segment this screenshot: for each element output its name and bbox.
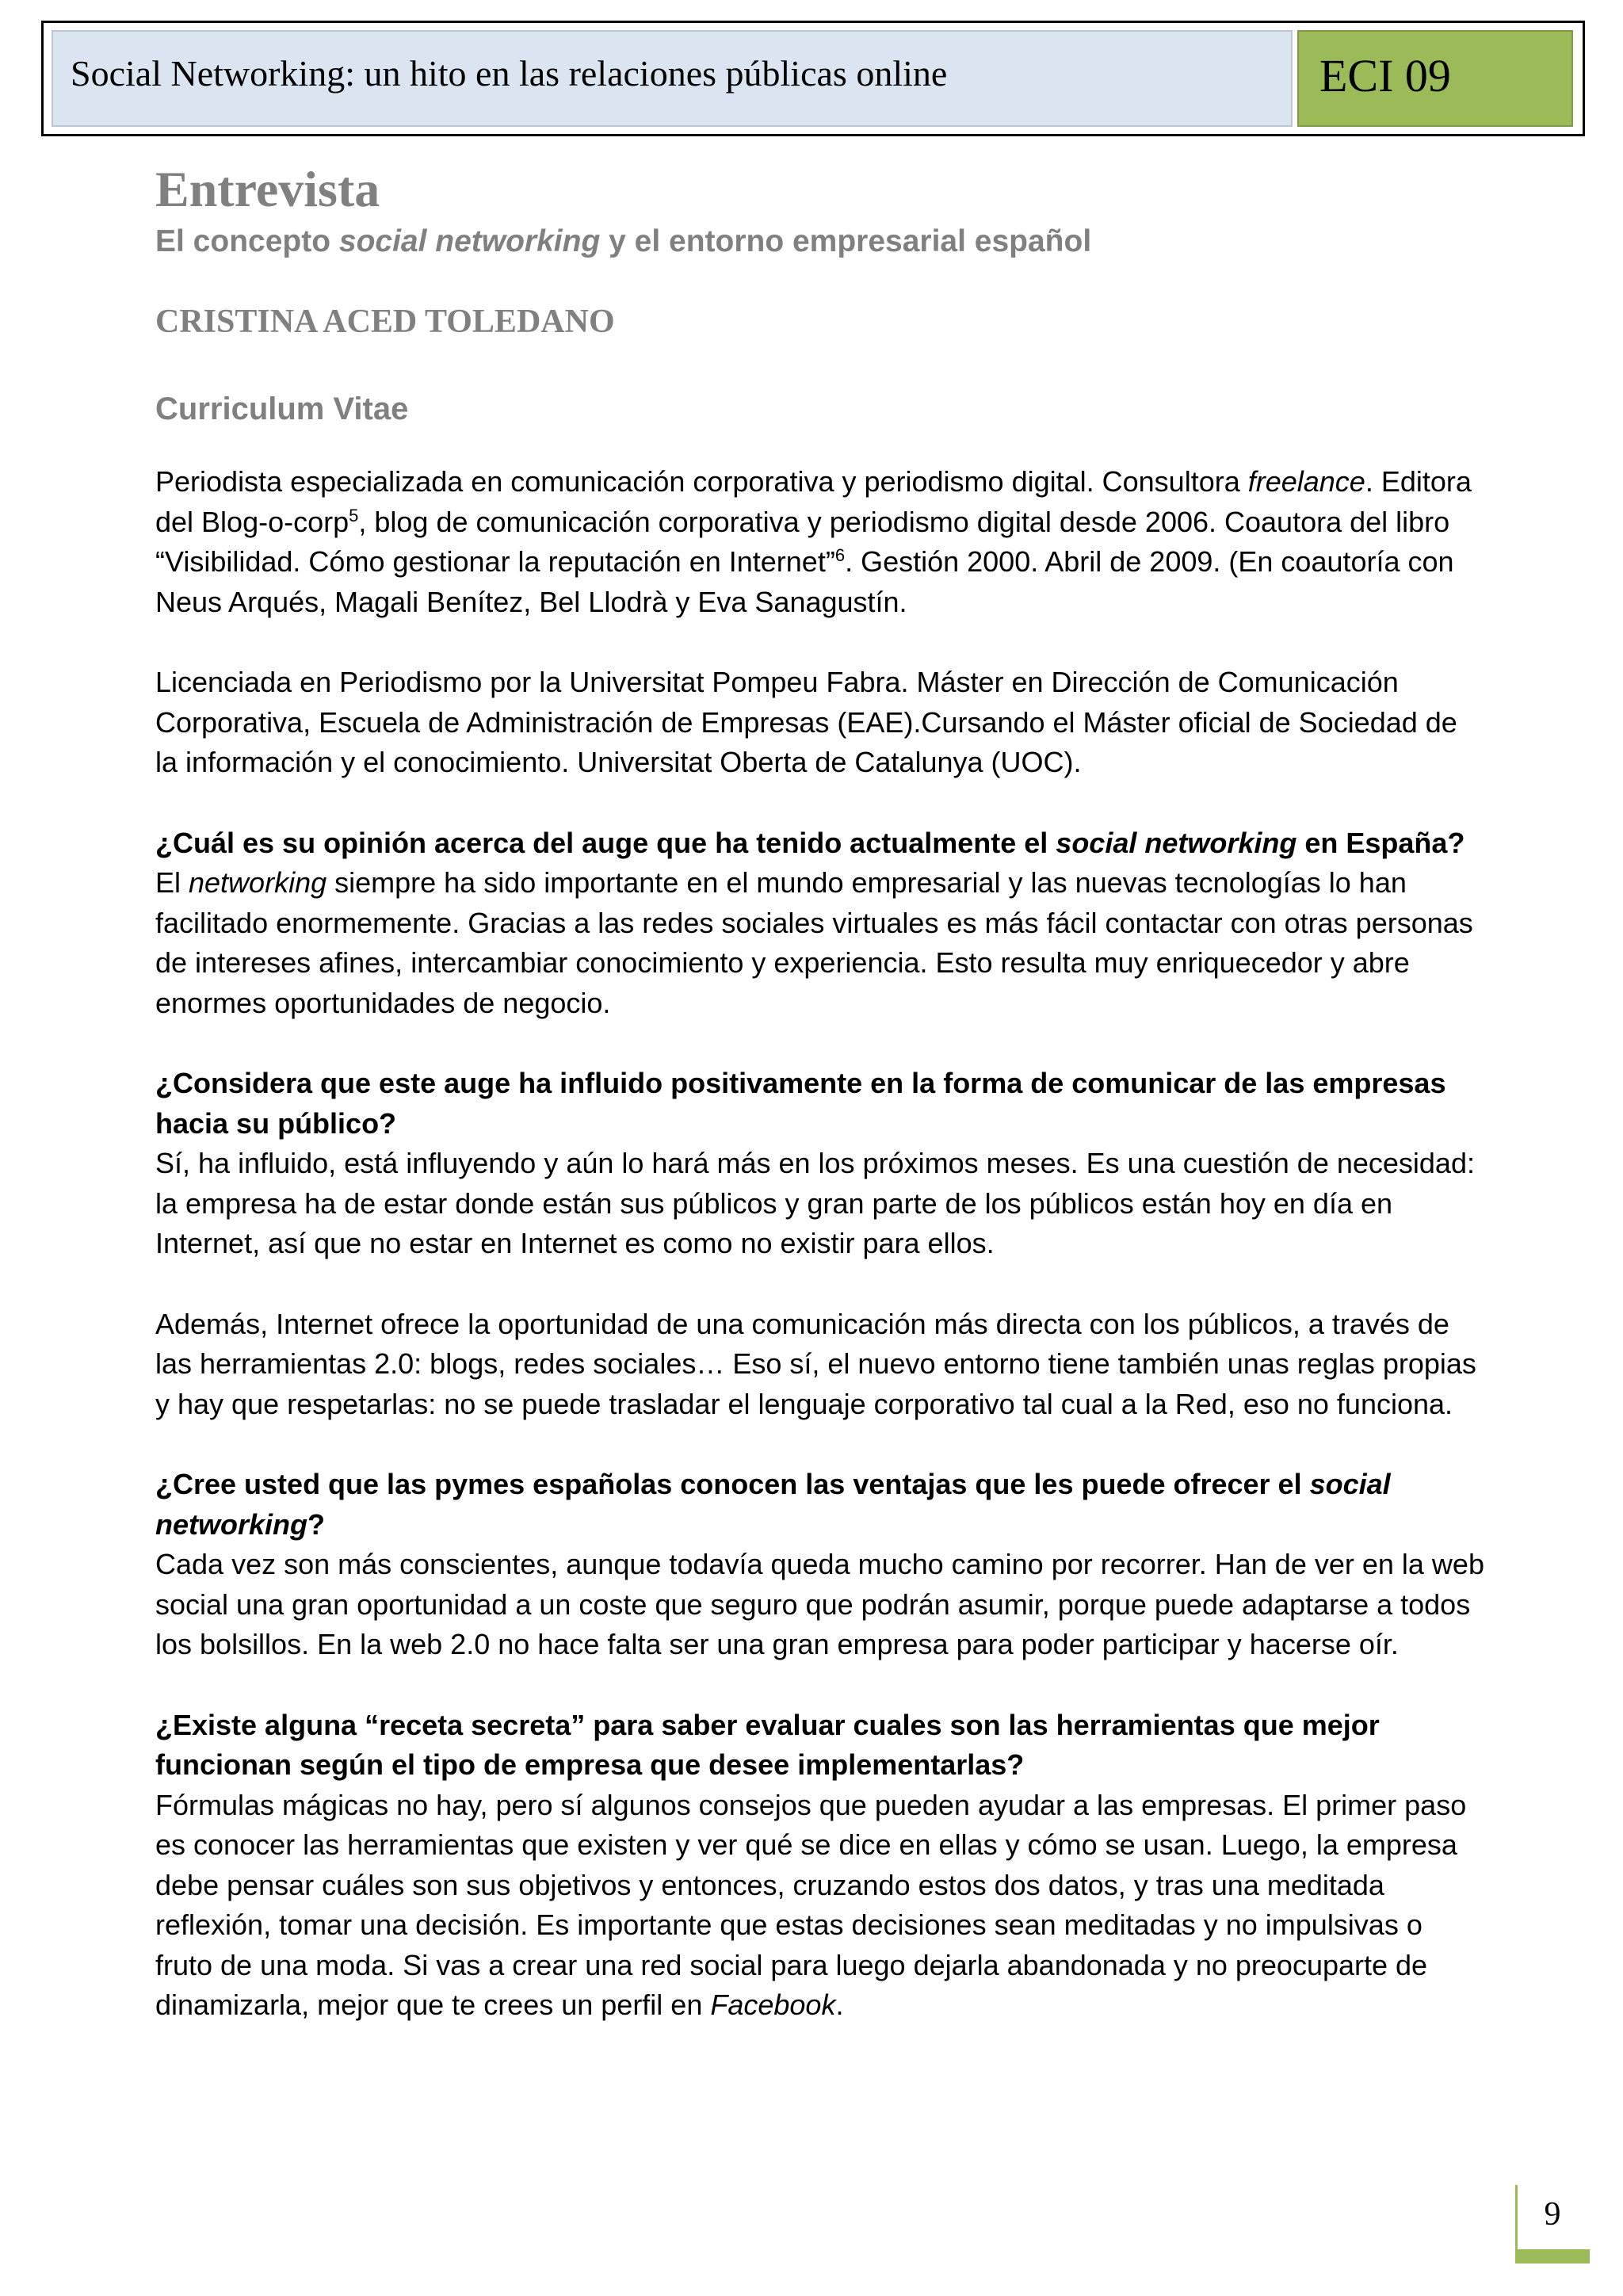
cv-text: . Gestión 2000. Abril de 2009. (En coautoría con Neus Arqués, Magali Benítez, Bel Llodrà y Eva Sanagustín. bbox=[155, 545, 1454, 618]
page-number-bar bbox=[1515, 2249, 1590, 2264]
subtitle-text-end: y el entorno empresarial español bbox=[600, 224, 1092, 258]
answer-2-paragraph-2: Además, Internet ofrece la oportunidad de una comunicación más directa con los públicos, a través de las herramientas 2.0: blogs, redes sociales… Eso sí, el nuevo entorno tiene también unas reglas propias y hay que respetarlas: no se puede trasladar el lenguaje corporativo tal cual a la Red, eso no funciona. bbox=[155, 1307, 1476, 1420]
cv-heading: Curriculum Vitae bbox=[155, 392, 409, 426]
question-text: ¿Cuál es su opinión acerca del auge que ha tenido actualmente el bbox=[155, 826, 1056, 859]
answer-1 bbox=[155, 863, 1487, 1023]
footnote-ref-5[interactable]: 5 bbox=[349, 505, 359, 525]
document-body bbox=[155, 159, 1487, 2026]
answer-3: Cada vez son más conscientes, aunque todavía queda mucho camino por recorrer. Han de ver en la web social una gran oportunidad a un coste que seguro que podrán asumir, porque puede adaptarse a todos los bolsillos. En la web 2.0 no hace falta ser una gran empresa para poder participar y hacerse oír. bbox=[155, 1548, 1484, 1660]
cv-paragraph-1 bbox=[155, 462, 1487, 622]
answer-text: . bbox=[835, 1988, 844, 2021]
section-title: Entrevista bbox=[155, 161, 380, 217]
question-4: ¿Existe alguna “receta secreta” para saber evaluar cuales son las herramientas que mejor funcionan según el tipo de empresa que desee implementarlas? bbox=[155, 1708, 1380, 1781]
question-text: ¿Cree usted que las pymes españolas conocen las ventajas que les puede ofrecer el bbox=[155, 1468, 1310, 1500]
question-emphasis: social networking bbox=[155, 1468, 1391, 1541]
cv-text: , blog de comunicación corporativa y periodismo digital desde 2006. Coautora del libro “Visibilidad. Cómo gestionar la reputación en Internet” bbox=[155, 505, 1450, 578]
subtitle-emphasis: social networking bbox=[338, 224, 601, 258]
header-code: ECI 09 bbox=[1319, 50, 1451, 101]
header-code-panel bbox=[1297, 30, 1573, 127]
answer-text: Fórmulas mágicas no hay, pero sí algunos consejos que pueden ayudar a las empresas. El primer paso es conocer las herramientas que existen y ver qué se dice en ellas y cómo se usan. Luego, la empresa debe pensar cuáles son sus objetivos y entonces, cruzando estos dos datos, y tras una meditada reflexión, tomar una decisión. Es importante que estas decisiones sean meditadas y no impulsivas o fruto de una moda. Si vas a crear una red social para luego dejarla abandonada y no preocuparte de dinamizarla, mejor que te crees un perfil en bbox=[155, 1788, 1467, 2021]
answer-2-paragraph-1: Sí, ha influido, está influyendo y aún lo hará más en los próximos meses. Es una cuestión de necesidad: la empresa ha de estar donde están sus públicos y gran parte de los públicos están hoy en día en Internet, así que no estar en Internet es como no existir para ellos. bbox=[155, 1147, 1475, 1259]
cv-text: Periodista especializada en comunicación corporativa y periodismo digital. Consultora bbox=[155, 465, 1248, 498]
page-header bbox=[41, 21, 1585, 136]
section-subtitle bbox=[155, 220, 1487, 263]
header-title-panel bbox=[52, 30, 1293, 127]
question-text: ? bbox=[307, 1507, 326, 1541]
question-1 bbox=[155, 823, 1487, 864]
subtitle-text: El concepto bbox=[155, 224, 339, 258]
question-emphasis: social networking bbox=[1056, 826, 1297, 859]
answer-emphasis: networking bbox=[189, 866, 327, 899]
answer-text: El bbox=[155, 866, 189, 899]
cv-emphasis: freelance bbox=[1247, 465, 1365, 498]
cv-paragraph-2: Licenciada en Periodismo por la Universitat Pompeu Fabra. Máster en Dirección de Comunicación Corporativa, Escuela de Administración de Empresas (EAE).Cursando el Máster oficial de Sociedad de la información y el conocimiento. Universitat Oberta de Catalunya (UOC). bbox=[155, 666, 1457, 778]
answer-text: siempre ha sido importante en el mundo empresarial y las nuevas tecnologías lo han facilitado enormemente. Gracias a las redes sociales virtuales es más fácil contactar con otras personas de intereses afines, intercambiar conocimiento y experiencia. Esto resulta muy enriquecedor y abre enormes oportunidades de negocio. bbox=[155, 866, 1473, 1019]
answer-4 bbox=[155, 1786, 1487, 2026]
question-3 bbox=[155, 1465, 1487, 1545]
page-number: 9 bbox=[1544, 2196, 1561, 2233]
footnote-ref-6[interactable]: 6 bbox=[834, 545, 846, 565]
question-text: en España? bbox=[1296, 826, 1465, 859]
header-title: Social Networking: un hito en las relaciones públicas online bbox=[71, 53, 948, 94]
interviewee-name: CRISTINA ACED TOLEDANO bbox=[155, 304, 615, 340]
cv-text: . Editora del Blog-o-corp bbox=[155, 465, 1472, 538]
question-2: ¿Considera que este auge ha influido positivamente en la forma de comunicar de las empresas hacia su público? bbox=[155, 1067, 1446, 1140]
answer-emphasis: Facebook bbox=[710, 1988, 836, 2021]
